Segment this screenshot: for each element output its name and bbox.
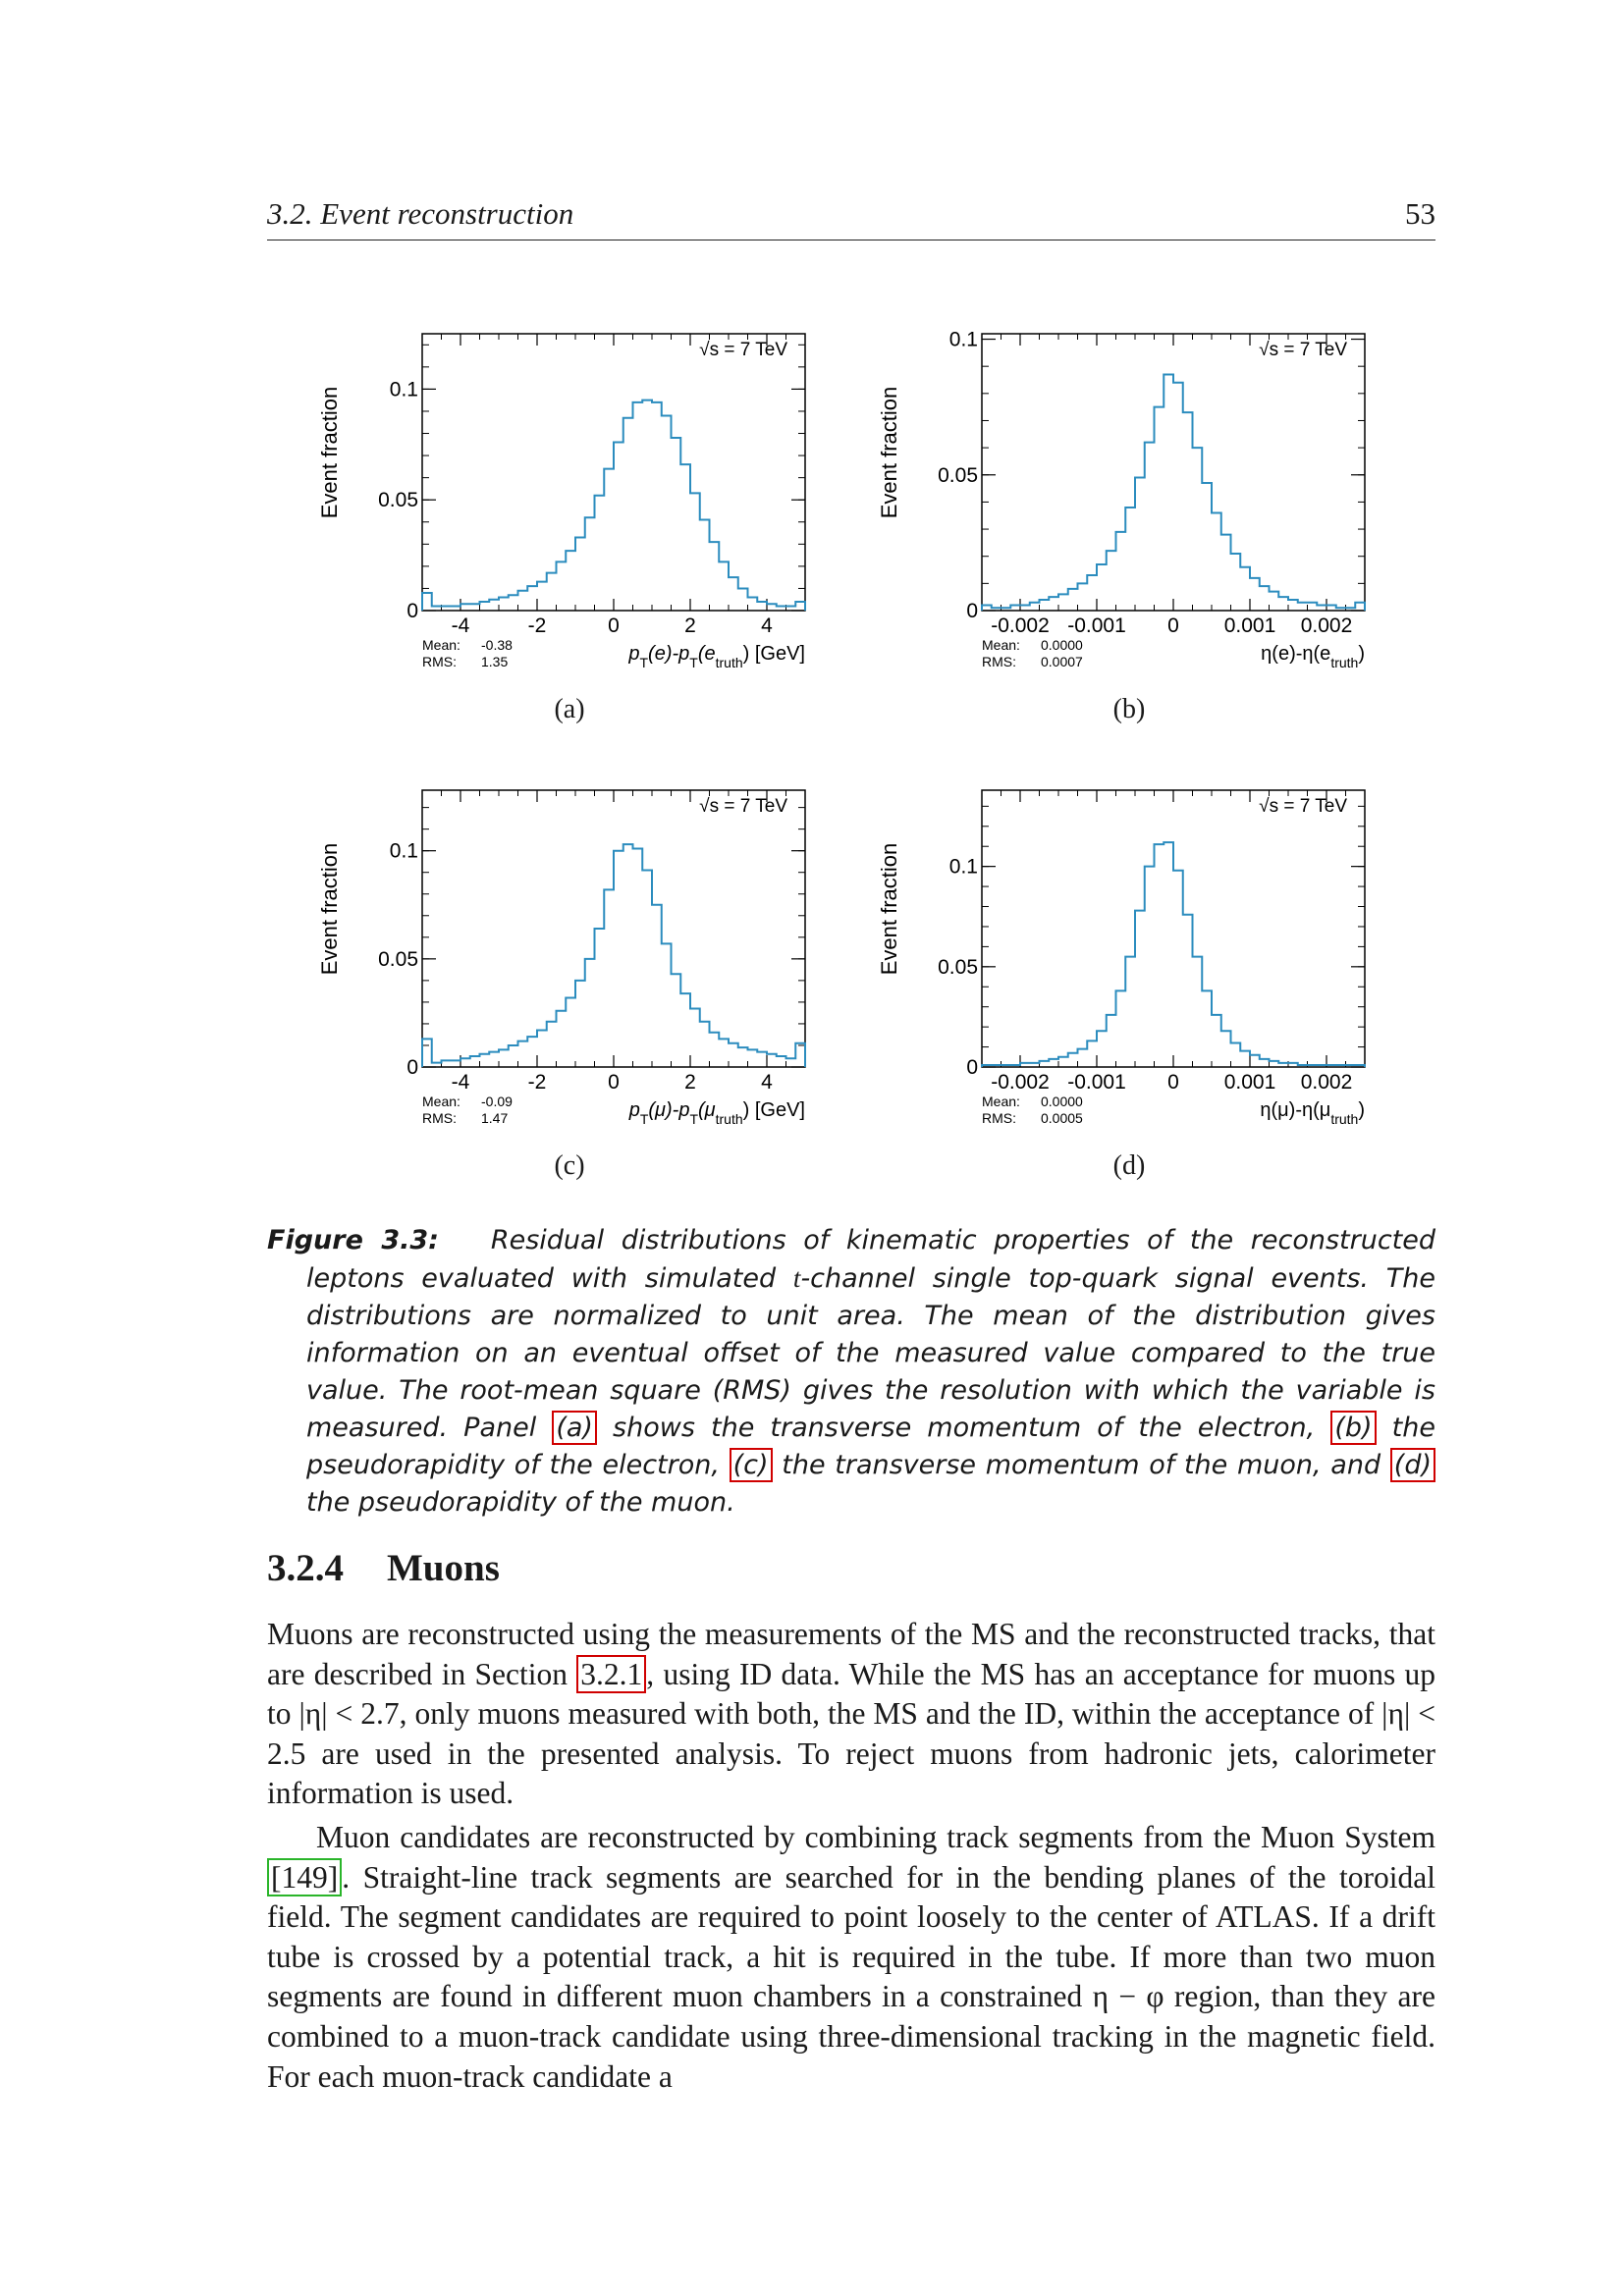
- running-head: [267, 196, 1435, 240]
- histogram-bin: [1240, 567, 1250, 611]
- histogram-bin: [1183, 412, 1193, 611]
- histogram-bin: [757, 602, 767, 611]
- caption-text-6: the pseudorapidity of the muon.: [306, 1487, 735, 1518]
- x-tick-label: -4: [451, 1071, 470, 1094]
- histogram-bin: [451, 1060, 460, 1067]
- y-tick-label: 0.1: [389, 378, 418, 401]
- histogram-bin: [1040, 600, 1050, 611]
- histogram-bin: [1336, 1065, 1346, 1067]
- x-axis-label: $p_T(e)-p_T(e_{truth})$ [GeV]: [628, 643, 805, 670]
- histogram-bin: [1107, 1015, 1116, 1067]
- energy-annotation: √s = 7 TeV: [1259, 796, 1347, 817]
- ref-link-d[interactable]: (d): [1390, 1448, 1435, 1482]
- histogram-chart-a: [304, 314, 815, 717]
- caption-label: Figure 3.3:: [267, 1225, 439, 1255]
- histogram-bin: [470, 604, 480, 611]
- histogram-bin: [623, 418, 633, 611]
- histogram-bin: [1288, 600, 1298, 611]
- histogram-bin: [575, 981, 585, 1067]
- citation-link[interactable]: [149]: [267, 1858, 342, 1896]
- x-tick-label: 4: [761, 1071, 773, 1094]
- y-axis-label: Event fraction: [877, 386, 901, 519]
- histogram-bin: [748, 597, 758, 611]
- histogram-bin: [795, 1043, 805, 1067]
- histogram-bin: [662, 415, 672, 611]
- y-axis-label: Event fraction: [317, 842, 342, 976]
- histogram-bin: [1231, 1042, 1241, 1067]
- histogram-bin: [527, 586, 537, 611]
- histogram-bin: [557, 1011, 567, 1067]
- histogram-bin: [1346, 608, 1356, 611]
- paragraph-2-text-b: . Straight-line track segments are searched for in the bending planes of the toroidal field. The segment candidates are required to point loosely to the center of ATLAS. If a drift tube is crossed by a potential track, a hit is required in the tube. If more than two muon segments are found in different muon chambers in a constrained η − φ region, than they are combined to a muon-track candidate using three-dimensional tracking in the magnetic field. For each muon-track candidate a: [267, 1859, 1435, 2094]
- histogram-bin: [480, 602, 490, 611]
- histogram-bin: [710, 1033, 720, 1067]
- histogram-bin: [786, 1058, 796, 1067]
- histogram-bin: [1049, 597, 1058, 611]
- histogram-bin: [604, 889, 614, 1067]
- x-tick-label: -2: [527, 614, 547, 637]
- histogram-bin: [1212, 512, 1221, 611]
- body-text: [267, 1615, 1435, 2097]
- x-tick-label: 0.001: [1223, 614, 1276, 637]
- histogram-bin: [719, 1039, 729, 1067]
- histogram-bin: [460, 604, 470, 611]
- histogram-bin: [566, 551, 575, 611]
- histogram-bin: [509, 595, 518, 611]
- histogram-bin: [1202, 990, 1212, 1067]
- stats-rms-label: RMS:: [982, 654, 1016, 669]
- stats-rms-value: 1.35: [481, 654, 509, 669]
- section-ref-link[interactable]: 3.2.1: [576, 1655, 646, 1693]
- histogram-bin: [1155, 844, 1164, 1067]
- histogram-chart-b: [864, 314, 1375, 717]
- histogram-bin: [1001, 1065, 1011, 1067]
- histogram-bin: [642, 871, 652, 1067]
- ref-link-c[interactable]: (c): [730, 1448, 773, 1482]
- caption-var-t: t: [792, 1263, 801, 1293]
- histogram-bin: [537, 1031, 547, 1067]
- histogram-bin: [1049, 1059, 1058, 1067]
- histogram-bin: [1164, 374, 1173, 611]
- histogram-bin: [1240, 1051, 1250, 1067]
- histogram-bin: [499, 597, 509, 611]
- histogram-bin: [1250, 1055, 1260, 1067]
- stats-mean-value: 0.0000: [1041, 1094, 1083, 1109]
- stats-mean-label: Mean:: [422, 1094, 460, 1109]
- histogram-bin: [557, 561, 567, 611]
- paragraph-2: [267, 1818, 1435, 2097]
- stats-mean-value: -0.38: [481, 637, 513, 653]
- histogram-bin: [1173, 871, 1183, 1067]
- ref-link-a[interactable]: (a): [552, 1411, 597, 1445]
- page-number: 53: [1405, 196, 1435, 231]
- figure-panel-b: [864, 314, 1375, 717]
- histogram-bin: [786, 606, 796, 611]
- histogram-bin: [719, 561, 729, 611]
- histogram-bin: [547, 573, 557, 611]
- histogram-bin: [729, 577, 738, 611]
- histogram-bin: [1078, 1049, 1088, 1067]
- histogram-chart-d: [864, 771, 1375, 1173]
- histogram-bin: [652, 905, 662, 1067]
- histogram-bin: [700, 1022, 710, 1067]
- histogram-bin: [1355, 1065, 1365, 1067]
- histogram-bin: [1010, 605, 1020, 611]
- y-tick-label: 0.05: [938, 463, 978, 487]
- ref-link-b[interactable]: (b): [1330, 1411, 1376, 1445]
- histogram-bin: [595, 496, 605, 611]
- x-tick-label: -4: [451, 614, 470, 637]
- histogram-bin: [442, 1060, 452, 1067]
- histogram-bin: [1250, 578, 1260, 611]
- histogram-bin: [1221, 535, 1231, 611]
- histogram-bin: [1040, 1061, 1050, 1067]
- panel-label-a: (a): [554, 694, 585, 724]
- figure-caption: [267, 1222, 1435, 1522]
- x-tick-label: 2: [684, 1071, 696, 1094]
- histogram-bin: [1145, 867, 1155, 1067]
- x-tick-label: 0.002: [1300, 1071, 1353, 1094]
- stats-mean-label: Mean:: [982, 1094, 1020, 1109]
- paragraph-1-text-a: Muons are reconstructed using the measurements of the MS and the reconstructed tracks, that are described in Section: [267, 1617, 1435, 1691]
- energy-annotation: √s = 7 TeV: [1259, 340, 1347, 360]
- panel-label-b: (b): [1112, 694, 1146, 724]
- caption-text-1: Residual distributions of kinematic properties of the reconstructed leptons evaluated with simulated: [306, 1225, 1436, 1294]
- histogram-bin: [633, 402, 643, 611]
- histogram-bin: [777, 1056, 786, 1067]
- energy-annotation: √s = 7 TeV: [699, 796, 787, 817]
- histogram-bin: [672, 974, 681, 1067]
- histogram-bin: [1346, 1065, 1356, 1067]
- y-tick-label: 0.05: [378, 489, 418, 512]
- histogram-bin: [662, 943, 672, 1067]
- histogram-bin: [1326, 1065, 1336, 1067]
- histogram-bin: [1173, 383, 1183, 611]
- histogram-bin: [623, 844, 633, 1067]
- panel-label-d: (d): [1112, 1150, 1146, 1181]
- histogram-bin: [460, 1058, 470, 1067]
- x-tick-label: -2: [527, 1071, 547, 1094]
- histogram-bin: [795, 602, 805, 611]
- x-axis-label: $\eta(e)-\eta(e_{truth})$: [1261, 643, 1365, 670]
- histogram-bin: [509, 1045, 518, 1067]
- histogram-bin: [1145, 443, 1155, 611]
- histogram-bin: [1183, 915, 1193, 1067]
- histogram-bin: [489, 600, 499, 611]
- histogram-bin: [642, 400, 652, 611]
- histogram-bin: [1068, 1053, 1078, 1067]
- x-tick-label: 0.001: [1223, 1071, 1276, 1094]
- stats-rms-label: RMS:: [422, 1110, 457, 1126]
- x-tick-label: 0.002: [1300, 614, 1353, 637]
- histogram-bin: [1125, 957, 1135, 1067]
- histogram-bin: [672, 438, 681, 611]
- running-head-section: 3.2. Event reconstruction: [267, 196, 574, 231]
- histogram-bin: [1135, 478, 1145, 611]
- y-tick-label: 0.1: [389, 839, 418, 863]
- x-tick-label: 4: [761, 614, 773, 637]
- x-axis-label: $\eta(\mu)-\eta(\mu_{truth})$: [1260, 1099, 1365, 1127]
- histogram-bin: [518, 591, 528, 611]
- figure-panel-d: [864, 771, 1375, 1173]
- histogram-bin: [547, 1022, 557, 1067]
- stats-rms-label: RMS:: [982, 1110, 1016, 1126]
- histogram-bin: [1278, 1063, 1288, 1067]
- histogram-bin: [1155, 407, 1164, 611]
- histogram-bin: [680, 993, 690, 1067]
- histogram-bin: [1278, 597, 1288, 611]
- energy-annotation: √s = 7 TeV: [699, 340, 787, 360]
- histogram-bin: [595, 929, 605, 1067]
- histogram-bin: [738, 1047, 748, 1067]
- histogram-bin: [680, 464, 690, 611]
- caption-text-4: the pseudorapidity of the electron,: [306, 1413, 1435, 1480]
- histogram-bin: [451, 606, 460, 611]
- histogram-bin: [1317, 605, 1326, 611]
- paragraph-1: [267, 1615, 1435, 1814]
- histogram-bin: [748, 1049, 758, 1067]
- histogram-bin: [1298, 603, 1308, 611]
- histogram-bin: [1020, 605, 1030, 611]
- x-tick-label: -0.001: [1067, 1071, 1126, 1094]
- section-title: Muons: [387, 1547, 500, 1589]
- histogram-bin: [992, 1065, 1001, 1067]
- histogram-bin: [1030, 603, 1040, 611]
- histogram-bin: [982, 1065, 992, 1067]
- histogram-bin: [518, 1041, 528, 1067]
- stats-rms-value: 0.0005: [1041, 1110, 1083, 1126]
- histogram-bin: [1087, 1041, 1097, 1067]
- x-tick-label: -0.001: [1067, 614, 1126, 637]
- histogram-bin: [757, 1052, 767, 1067]
- histogram-bin: [1260, 1059, 1270, 1067]
- x-tick-label: 0: [608, 614, 620, 637]
- histogram-bin: [700, 520, 710, 611]
- histogram-bin: [432, 606, 442, 611]
- histogram-bin: [1193, 448, 1203, 611]
- paragraph-1-text-b: , using ID data. While the MS has an acceptance for muons up to |η| < 2.7, only muons measured with both, the MS and the ID, within the acceptance of |η| < 2.5 are used in the presented analysis. To reject muons from hadronic jets, calorimeter information is used.: [267, 1656, 1435, 1811]
- histogram-bin: [442, 606, 452, 611]
- histogram-bin: [1097, 564, 1107, 611]
- stats-mean-value: -0.09: [481, 1094, 513, 1109]
- y-tick-label: 0: [966, 600, 978, 622]
- y-axis-label: Event fraction: [317, 386, 342, 519]
- histogram-bin: [604, 469, 614, 611]
- histogram-bin: [1298, 1065, 1308, 1067]
- x-tick-label: 2: [684, 614, 696, 637]
- histogram-bin: [585, 959, 595, 1067]
- histogram-bin: [690, 493, 700, 611]
- histogram-bin: [1020, 1063, 1030, 1067]
- histogram-bin: [710, 542, 720, 611]
- histogram-bin: [489, 1052, 499, 1067]
- histogram-bin: [767, 1054, 777, 1067]
- stats-mean-value: 0.0000: [1041, 637, 1083, 653]
- histogram-bin: [1078, 583, 1088, 611]
- x-tick-label: 0: [1167, 1071, 1179, 1094]
- histogram-bin: [480, 1054, 490, 1067]
- y-tick-label: 0: [966, 1056, 978, 1079]
- caption-text-2: -channel single top-quark signal events. The distributions are normalized to unit area. The mean of the distribution gives information on an eventual offset of the measured value compared to the true value. The root-mean square (RMS) gives the resolution with which the variable is measured. Panel: [306, 1263, 1435, 1443]
- histogram-bin: [777, 606, 786, 611]
- histogram-bin: [1260, 586, 1270, 611]
- histogram-bin: [614, 443, 623, 611]
- histogram-bin: [1107, 551, 1116, 611]
- histogram-bin: [690, 1009, 700, 1067]
- histogram-bin: [585, 517, 595, 611]
- y-tick-label: 0: [406, 1056, 418, 1079]
- histogram-bin: [633, 848, 643, 1067]
- y-tick-label: 0.1: [948, 855, 978, 879]
- histogram-bin: [1326, 605, 1336, 611]
- paragraph-2-text-a: Muon candidates are reconstructed by combining track segments from the Muon System: [316, 1819, 1435, 1854]
- histogram-bin: [422, 1039, 432, 1067]
- histogram-bin: [470, 1056, 480, 1067]
- histogram-bin: [1116, 532, 1126, 611]
- histogram-bin: [1212, 1015, 1221, 1067]
- x-tick-label: 0: [1167, 614, 1179, 637]
- histogram-bin: [729, 1043, 738, 1067]
- histogram-bin: [992, 608, 1001, 611]
- histogram-bin: [1202, 483, 1212, 611]
- histogram-chart-c: [304, 771, 815, 1173]
- histogram-bin: [982, 605, 992, 611]
- histogram-bin: [1097, 1031, 1107, 1067]
- histogram-bin: [1058, 1057, 1068, 1067]
- histogram-bin: [1336, 608, 1346, 611]
- histogram-bin: [1116, 990, 1126, 1067]
- x-axis-label: $p_T(\mu)-p_T(\mu_{truth})$ [GeV]: [628, 1099, 805, 1127]
- histogram-bin: [1030, 1063, 1040, 1067]
- panel-label-c: (c): [554, 1150, 585, 1181]
- histogram-bin: [432, 1063, 442, 1067]
- histogram-bin: [1308, 603, 1318, 611]
- figure-panel-c: [304, 771, 815, 1173]
- histogram-bin: [767, 604, 777, 611]
- x-tick-label: -0.002: [991, 1071, 1050, 1094]
- stats-mean-label: Mean:: [422, 637, 460, 653]
- histogram-bin: [1058, 594, 1068, 611]
- histogram-bin: [537, 582, 547, 611]
- histogram-bin: [499, 1049, 509, 1067]
- x-tick-label: -0.002: [991, 614, 1050, 637]
- histogram-bin: [1308, 1065, 1318, 1067]
- y-tick-label: 0: [406, 600, 418, 622]
- stats-rms-label: RMS:: [422, 654, 457, 669]
- y-tick-label: 0.05: [938, 955, 978, 979]
- x-tick-label: 0: [608, 1071, 620, 1094]
- section-number: 3.2.4: [267, 1547, 344, 1589]
- y-tick-label: 0.05: [378, 947, 418, 971]
- histogram-bin: [1001, 608, 1011, 611]
- histogram-bin: [1125, 507, 1135, 611]
- y-axis-label: Event fraction: [877, 842, 901, 976]
- histogram-bin: [422, 593, 432, 611]
- histogram-bin: [1164, 842, 1173, 1067]
- stats-rms-value: 1.47: [481, 1110, 509, 1126]
- histogram-bin: [1010, 1065, 1020, 1067]
- histogram-bin: [527, 1037, 537, 1067]
- histogram-bin: [1221, 1031, 1231, 1067]
- histogram-bin: [1288, 1063, 1298, 1067]
- stats-rms-value: 0.0007: [1041, 654, 1083, 669]
- histogram-bin: [652, 402, 662, 611]
- histogram-bin: [566, 998, 575, 1068]
- caption-text-3: shows the transverse momentum of the electron,: [596, 1413, 1331, 1443]
- histogram-bin: [1317, 1065, 1326, 1067]
- stats-mean-label: Mean:: [982, 637, 1020, 653]
- histogram-bin: [1231, 554, 1241, 611]
- histogram-bin: [1068, 589, 1078, 611]
- histogram-bin: [1355, 603, 1365, 611]
- histogram-bin: [1270, 1061, 1279, 1067]
- caption-text-5: the transverse momentum of the muon, and: [772, 1450, 1390, 1480]
- histogram-bin: [738, 588, 748, 611]
- histogram-bin: [1087, 575, 1097, 611]
- histogram-bin: [1193, 957, 1203, 1067]
- y-tick-label: 0.1: [948, 328, 978, 351]
- section-heading: [267, 1546, 500, 1590]
- histogram-bin: [575, 538, 585, 611]
- histogram-bin: [1135, 911, 1145, 1067]
- figure-panel-a: [304, 314, 815, 717]
- histogram-bin: [1270, 592, 1279, 611]
- histogram-bin: [614, 851, 623, 1067]
